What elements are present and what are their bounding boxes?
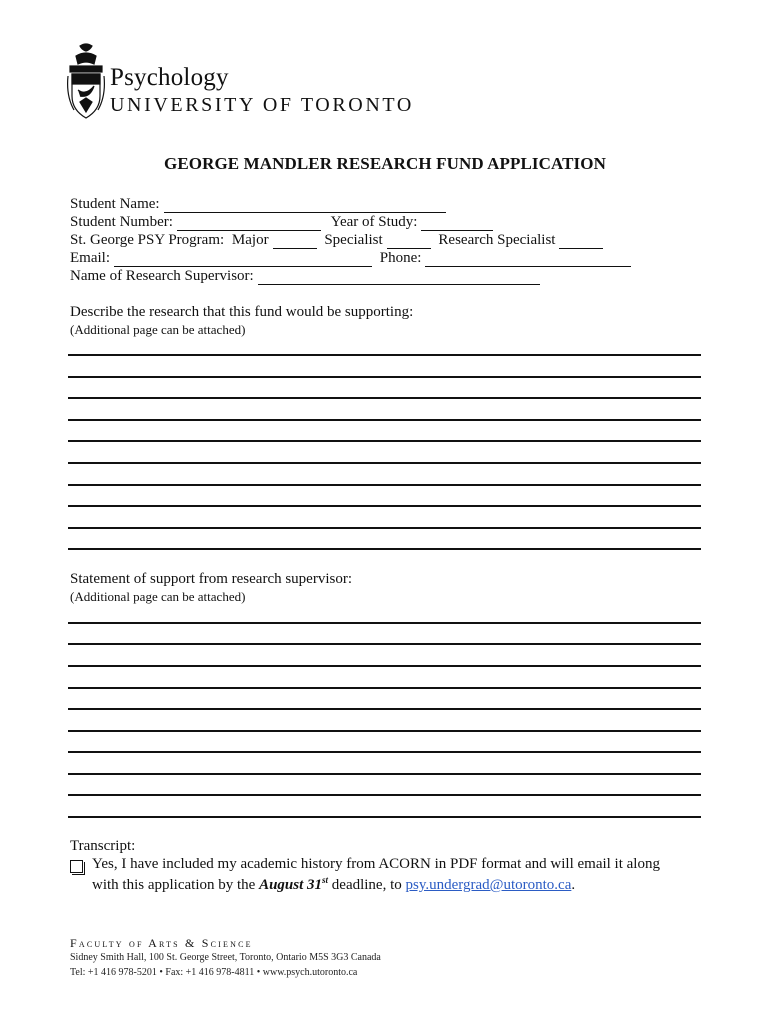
statement-text: . bbox=[571, 877, 576, 893]
writing-line bbox=[68, 622, 701, 624]
writing-line bbox=[68, 816, 701, 818]
research-specialist-label: Research Specialist bbox=[438, 232, 556, 248]
writing-line bbox=[68, 773, 701, 775]
supervisor-row bbox=[70, 267, 544, 285]
statement-text: deadline, to bbox=[328, 877, 406, 893]
footer-address: Sidney Smith Hall, 100 St. George Street, Toronto, Ontario M5S 3G3 Canada bbox=[70, 952, 381, 963]
supervisor-field[interactable] bbox=[258, 271, 540, 285]
writing-line bbox=[68, 354, 701, 356]
student-number-label: Student Number: bbox=[70, 214, 173, 230]
writing-line bbox=[68, 462, 701, 464]
university-name: UNIVERSITY OF TORONTO bbox=[110, 94, 414, 116]
student-name-field[interactable] bbox=[164, 199, 446, 213]
writing-line bbox=[68, 397, 701, 399]
program-label: St. George PSY Program: bbox=[70, 232, 225, 248]
research-specialist-field[interactable] bbox=[559, 235, 603, 249]
major-field[interactable] bbox=[273, 235, 317, 249]
university-logo bbox=[66, 42, 426, 130]
support-note: (Additional page can be attached) bbox=[70, 589, 246, 604]
phone-field[interactable] bbox=[425, 253, 631, 267]
major-label: Major bbox=[231, 232, 269, 248]
student-name-row bbox=[70, 195, 450, 213]
email-link[interactable]: psy.undergrad@utoronto.ca bbox=[405, 877, 572, 893]
writing-line bbox=[68, 440, 701, 442]
writing-line bbox=[68, 643, 701, 645]
writing-line bbox=[68, 419, 701, 421]
email-field[interactable] bbox=[114, 253, 372, 267]
transcript-statement-line2 bbox=[92, 875, 575, 894]
writing-line bbox=[68, 708, 701, 710]
writing-line bbox=[68, 665, 701, 667]
writing-line bbox=[68, 505, 701, 507]
year-of-study-field[interactable] bbox=[421, 217, 493, 231]
deadline-text: August 31 bbox=[259, 877, 323, 893]
transcript-statement-line1: Yes, I have included my academic history from ACORN in PDF format and will email it along bbox=[92, 856, 660, 872]
department-name: Psychology bbox=[110, 64, 229, 91]
faculty-name: Faculty of Arts & Science bbox=[70, 936, 253, 950]
supervisor-label: Name of Research Supervisor: bbox=[70, 268, 254, 284]
support-prompt: Statement of support from research supervisor: bbox=[70, 571, 353, 587]
specialist-field[interactable] bbox=[387, 235, 431, 249]
writing-line bbox=[68, 484, 701, 486]
form-title: GEORGE MANDLER RESEARCH FUND APPLICATION bbox=[164, 154, 606, 173]
student-number-row bbox=[70, 213, 497, 231]
email-row bbox=[70, 249, 635, 267]
email-label: Email: bbox=[70, 250, 110, 266]
research-prompt: Describe the research that this fund would be supporting: bbox=[70, 304, 414, 320]
transcript-checkbox[interactable] bbox=[70, 860, 83, 873]
writing-line bbox=[68, 376, 701, 378]
writing-line bbox=[68, 687, 701, 689]
writing-line bbox=[68, 548, 701, 550]
deadline-date bbox=[259, 877, 328, 893]
transcript-label: Transcript: bbox=[70, 838, 136, 854]
research-note: (Additional page can be attached) bbox=[70, 322, 246, 337]
program-row bbox=[70, 231, 607, 249]
university-crest-icon bbox=[66, 42, 106, 126]
phone-label: Phone: bbox=[379, 250, 422, 266]
specialist-label: Specialist bbox=[324, 232, 383, 248]
writing-line bbox=[68, 527, 701, 529]
student-number-field[interactable] bbox=[177, 217, 321, 231]
deadline-suffix: st bbox=[322, 875, 329, 885]
student-name-label: Student Name: bbox=[70, 196, 160, 212]
writing-line bbox=[68, 751, 701, 753]
writing-line bbox=[68, 730, 701, 732]
year-of-study-label: Year of Study: bbox=[330, 214, 418, 230]
writing-line bbox=[68, 794, 701, 796]
footer-contact: Tel: +1 416 978-5201 • Fax: +1 416 978-4811 • www.psych.utoronto.ca bbox=[70, 967, 358, 978]
statement-text: with this application by the bbox=[92, 877, 260, 893]
